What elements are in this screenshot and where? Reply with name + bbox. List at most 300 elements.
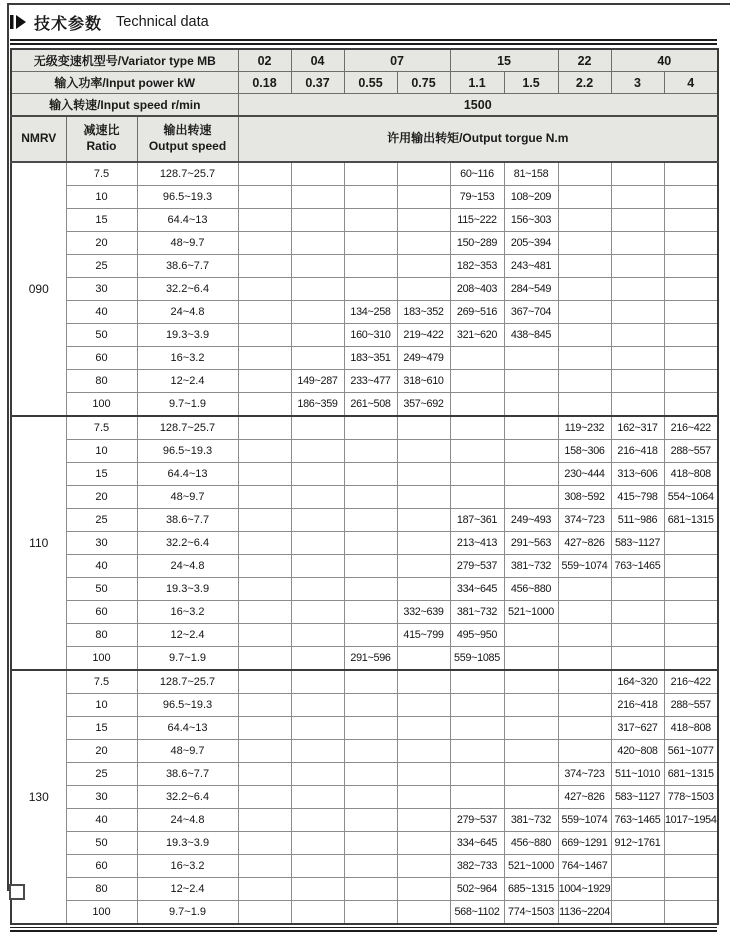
output-speed-value: 64.4~13 bbox=[137, 463, 238, 486]
torque-value bbox=[664, 232, 718, 255]
torque-value bbox=[558, 624, 611, 647]
torque-value: 162~317 bbox=[611, 416, 664, 440]
torque-value bbox=[664, 624, 718, 647]
torque-value bbox=[504, 624, 558, 647]
torque-value bbox=[238, 486, 291, 509]
torque-value: 1004~1929 bbox=[558, 878, 611, 901]
torque-value: 334~645 bbox=[450, 832, 504, 855]
torque-value: 233~477 bbox=[344, 370, 397, 393]
torque-value bbox=[238, 393, 291, 417]
ratio-value: 15 bbox=[66, 717, 137, 740]
torque-value: 183~351 bbox=[344, 347, 397, 370]
page-frame-left-line bbox=[7, 3, 9, 891]
torque-value: 381~732 bbox=[504, 555, 558, 578]
torque-value bbox=[238, 255, 291, 278]
torque-value bbox=[611, 278, 664, 301]
variator-type-value: 02 bbox=[238, 49, 291, 72]
output-speed-value: 64.4~13 bbox=[137, 209, 238, 232]
ratio-value: 20 bbox=[66, 486, 137, 509]
torque-value bbox=[611, 878, 664, 901]
variator-type-value: 07 bbox=[344, 49, 450, 72]
torque-value bbox=[450, 440, 504, 463]
torque-value: 158~306 bbox=[558, 440, 611, 463]
torque-value bbox=[344, 486, 397, 509]
output-speed-value: 128.7~25.7 bbox=[137, 162, 238, 186]
output-speed-value: 12~2.4 bbox=[137, 624, 238, 647]
torque-value bbox=[558, 301, 611, 324]
ratio-value: 50 bbox=[66, 324, 137, 347]
torque-value: 208~403 bbox=[450, 278, 504, 301]
torque-value bbox=[291, 324, 344, 347]
torque-value: 249~479 bbox=[397, 347, 450, 370]
torque-value: 456~880 bbox=[504, 578, 558, 601]
torque-value bbox=[664, 324, 718, 347]
torque-value bbox=[291, 694, 344, 717]
torque-value: 308~592 bbox=[558, 486, 611, 509]
torque-value bbox=[344, 532, 397, 555]
torque-value bbox=[397, 832, 450, 855]
torque-value: 216~422 bbox=[664, 416, 718, 440]
torque-value bbox=[397, 416, 450, 440]
torque-value: 456~880 bbox=[504, 832, 558, 855]
ratio-value: 80 bbox=[66, 624, 137, 647]
torque-value bbox=[238, 186, 291, 209]
torque-value: 763~1465 bbox=[611, 809, 664, 832]
torque-value bbox=[291, 509, 344, 532]
torque-value bbox=[611, 901, 664, 925]
torque-value bbox=[238, 647, 291, 671]
torque-value bbox=[291, 301, 344, 324]
torque-value bbox=[291, 232, 344, 255]
torque-value: 382~733 bbox=[450, 855, 504, 878]
torque-value bbox=[450, 393, 504, 417]
torque-value: 183~352 bbox=[397, 301, 450, 324]
nmrv-model-label: 090 bbox=[11, 162, 66, 416]
output-speed-value: 32.2~6.4 bbox=[137, 532, 238, 555]
torque-value: 521~1000 bbox=[504, 601, 558, 624]
torque-value bbox=[238, 209, 291, 232]
torque-value bbox=[504, 763, 558, 786]
torque-value bbox=[397, 162, 450, 186]
ratio-value: 20 bbox=[66, 232, 137, 255]
torque-value: 243~481 bbox=[504, 255, 558, 278]
page-title-zh: 技术参数 bbox=[34, 15, 103, 33]
input-power-value: 1.5 bbox=[504, 72, 558, 94]
ratio-value: 10 bbox=[66, 186, 137, 209]
torque-value bbox=[611, 624, 664, 647]
torque-value bbox=[397, 486, 450, 509]
torque-value: 279~537 bbox=[450, 809, 504, 832]
output-speed-value: 12~2.4 bbox=[137, 370, 238, 393]
table-row bbox=[11, 601, 718, 624]
torque-value: 150~289 bbox=[450, 232, 504, 255]
input-power-value: 1.1 bbox=[450, 72, 504, 94]
ratio-value: 7.5 bbox=[66, 162, 137, 186]
output-speed-value: 12~2.4 bbox=[137, 878, 238, 901]
output-speed-header-zh: 输出转速 bbox=[163, 123, 212, 138]
table-row bbox=[11, 186, 718, 209]
ratio-value: 30 bbox=[66, 278, 137, 301]
ratio-value: 100 bbox=[66, 647, 137, 671]
torque-value: 313~606 bbox=[611, 463, 664, 486]
torque-value bbox=[664, 855, 718, 878]
table-row bbox=[11, 209, 718, 232]
torque-value: 418~808 bbox=[664, 717, 718, 740]
output-speed-value: 48~9.7 bbox=[137, 740, 238, 763]
torque-value bbox=[397, 809, 450, 832]
torque-value: 438~845 bbox=[504, 324, 558, 347]
table-row bbox=[11, 670, 718, 694]
torque-value bbox=[558, 578, 611, 601]
torque-value bbox=[238, 324, 291, 347]
torque-value bbox=[611, 578, 664, 601]
output-speed-value: 48~9.7 bbox=[137, 486, 238, 509]
torque-value: 115~222 bbox=[450, 209, 504, 232]
torque-value bbox=[238, 809, 291, 832]
ratio-value: 40 bbox=[66, 809, 137, 832]
ratio-value: 50 bbox=[66, 832, 137, 855]
torque-value: 669~1291 bbox=[558, 832, 611, 855]
torque-value bbox=[664, 578, 718, 601]
torque-value bbox=[558, 186, 611, 209]
torque-value bbox=[558, 162, 611, 186]
torque-value: 187~361 bbox=[450, 509, 504, 532]
ratio-value: 15 bbox=[66, 463, 137, 486]
table-row bbox=[11, 901, 718, 925]
torque-value bbox=[344, 878, 397, 901]
torque-value: 213~413 bbox=[450, 532, 504, 555]
torque-value bbox=[291, 670, 344, 694]
torque-value bbox=[397, 440, 450, 463]
torque-value bbox=[397, 578, 450, 601]
input-power-row bbox=[11, 72, 718, 94]
torque-value bbox=[558, 209, 611, 232]
input-power-value: 0.75 bbox=[397, 72, 450, 94]
torque-value bbox=[291, 647, 344, 671]
variator-type-value: 22 bbox=[558, 49, 611, 72]
table-row bbox=[11, 855, 718, 878]
torque-value bbox=[238, 347, 291, 370]
output-speed-value: 9.7~1.9 bbox=[137, 647, 238, 671]
table-row bbox=[11, 694, 718, 717]
output-speed-value: 48~9.7 bbox=[137, 232, 238, 255]
torque-value bbox=[291, 624, 344, 647]
torque-value: 685~1315 bbox=[504, 878, 558, 901]
input-power-value: 2.2 bbox=[558, 72, 611, 94]
torque-value bbox=[238, 370, 291, 393]
torque-value bbox=[397, 278, 450, 301]
ratio-value: 7.5 bbox=[66, 670, 137, 694]
output-speed-value: 16~3.2 bbox=[137, 855, 238, 878]
nmrv-model-label: 130 bbox=[11, 670, 66, 924]
torque-value bbox=[291, 855, 344, 878]
variator-type-value: 04 bbox=[291, 49, 344, 72]
torque-value bbox=[238, 832, 291, 855]
torque-value: 134~258 bbox=[344, 301, 397, 324]
torque-value: 219~422 bbox=[397, 324, 450, 347]
table-row bbox=[11, 578, 718, 601]
column-header-nmrv: NMRV bbox=[11, 116, 66, 162]
torque-value bbox=[238, 740, 291, 763]
torque-value bbox=[238, 601, 291, 624]
torque-value bbox=[397, 555, 450, 578]
torque-value: 332~639 bbox=[397, 601, 450, 624]
torque-value bbox=[558, 370, 611, 393]
input-power-value: 0.18 bbox=[238, 72, 291, 94]
torque-value: 156~303 bbox=[504, 209, 558, 232]
output-speed-value: 32.2~6.4 bbox=[137, 786, 238, 809]
section-marker-icon bbox=[10, 15, 26, 29]
torque-value bbox=[558, 324, 611, 347]
torque-value bbox=[397, 901, 450, 925]
torque-value bbox=[238, 301, 291, 324]
table-row bbox=[11, 763, 718, 786]
torque-value bbox=[450, 694, 504, 717]
table-row bbox=[11, 717, 718, 740]
torque-value bbox=[238, 555, 291, 578]
torque-value bbox=[344, 624, 397, 647]
ratio-value: 50 bbox=[66, 578, 137, 601]
torque-value bbox=[664, 255, 718, 278]
torque-value: 511~986 bbox=[611, 509, 664, 532]
torque-value bbox=[344, 209, 397, 232]
torque-value: 357~692 bbox=[397, 393, 450, 417]
output-speed-value: 19.3~3.9 bbox=[137, 324, 238, 347]
torque-value bbox=[664, 393, 718, 417]
torque-value bbox=[558, 393, 611, 417]
torque-value bbox=[450, 717, 504, 740]
torque-value bbox=[664, 162, 718, 186]
torque-value bbox=[611, 370, 664, 393]
torque-value: 559~1074 bbox=[558, 555, 611, 578]
torque-value: 318~610 bbox=[397, 370, 450, 393]
torque-value bbox=[291, 578, 344, 601]
torque-value bbox=[558, 740, 611, 763]
torque-value bbox=[611, 393, 664, 417]
torque-value bbox=[238, 901, 291, 925]
torque-value bbox=[344, 740, 397, 763]
ratio-value: 25 bbox=[66, 255, 137, 278]
torque-value: 216~418 bbox=[611, 694, 664, 717]
torque-value bbox=[664, 832, 718, 855]
torque-value: 427~826 bbox=[558, 786, 611, 809]
torque-value bbox=[344, 578, 397, 601]
torque-value bbox=[291, 786, 344, 809]
torque-value: 1017~1954 bbox=[664, 809, 718, 832]
input-power-value: 4 bbox=[664, 72, 718, 94]
table-row bbox=[11, 809, 718, 832]
torque-value: 284~549 bbox=[504, 278, 558, 301]
torque-value bbox=[450, 763, 504, 786]
torque-value bbox=[344, 555, 397, 578]
ratio-value: 40 bbox=[66, 555, 137, 578]
torque-value bbox=[558, 255, 611, 278]
torque-value bbox=[344, 786, 397, 809]
torque-value: 912~1761 bbox=[611, 832, 664, 855]
torque-value: 321~620 bbox=[450, 324, 504, 347]
torque-value bbox=[397, 878, 450, 901]
torque-value bbox=[558, 670, 611, 694]
torque-value bbox=[344, 416, 397, 440]
torque-value: 681~1315 bbox=[664, 763, 718, 786]
torque-value bbox=[291, 809, 344, 832]
table-row bbox=[11, 324, 718, 347]
output-speed-value: 128.7~25.7 bbox=[137, 416, 238, 440]
table-row bbox=[11, 878, 718, 901]
output-speed-value: 9.7~1.9 bbox=[137, 393, 238, 417]
output-speed-value: 38.6~7.7 bbox=[137, 763, 238, 786]
torque-value bbox=[397, 209, 450, 232]
torque-value: 561~1077 bbox=[664, 740, 718, 763]
ratio-value: 30 bbox=[66, 532, 137, 555]
torque-value bbox=[238, 878, 291, 901]
torque-value: 502~964 bbox=[450, 878, 504, 901]
torque-value bbox=[558, 717, 611, 740]
torque-value bbox=[291, 555, 344, 578]
variator-type-label: 无级变速机型号/Variator type MB bbox=[11, 49, 238, 72]
torque-value: 583~1127 bbox=[611, 532, 664, 555]
torque-value: 559~1085 bbox=[450, 647, 504, 671]
torque-value bbox=[664, 555, 718, 578]
torque-value bbox=[291, 832, 344, 855]
output-speed-value: 38.6~7.7 bbox=[137, 509, 238, 532]
torque-value bbox=[397, 740, 450, 763]
table-row bbox=[11, 232, 718, 255]
table-row bbox=[11, 832, 718, 855]
torque-value: 568~1102 bbox=[450, 901, 504, 925]
torque-value: 778~1503 bbox=[664, 786, 718, 809]
output-speed-value: 96.5~19.3 bbox=[137, 694, 238, 717]
torque-value bbox=[450, 347, 504, 370]
table-row bbox=[11, 532, 718, 555]
ratio-value: 60 bbox=[66, 347, 137, 370]
torque-value bbox=[450, 670, 504, 694]
ratio-value: 80 bbox=[66, 878, 137, 901]
torque-value: 186~359 bbox=[291, 393, 344, 417]
torque-value bbox=[344, 763, 397, 786]
torque-value bbox=[504, 717, 558, 740]
torque-value bbox=[238, 416, 291, 440]
ratio-value: 7.5 bbox=[66, 416, 137, 440]
input-power-value: 0.55 bbox=[344, 72, 397, 94]
torque-value bbox=[397, 855, 450, 878]
torque-table-body bbox=[11, 162, 718, 924]
torque-value bbox=[558, 232, 611, 255]
ratio-value: 60 bbox=[66, 855, 137, 878]
torque-value bbox=[504, 370, 558, 393]
torque-value: 81~158 bbox=[504, 162, 558, 186]
torque-value bbox=[238, 232, 291, 255]
output-speed-value: 24~4.8 bbox=[137, 301, 238, 324]
ratio-value: 100 bbox=[66, 393, 137, 417]
torque-value bbox=[238, 670, 291, 694]
page-title bbox=[10, 10, 717, 34]
ratio-value: 100 bbox=[66, 901, 137, 925]
torque-value bbox=[291, 463, 344, 486]
torque-value: 164~320 bbox=[611, 670, 664, 694]
torque-value bbox=[664, 209, 718, 232]
torque-value: 521~1000 bbox=[504, 855, 558, 878]
column-header-ratio bbox=[66, 116, 137, 162]
torque-value: 261~508 bbox=[344, 393, 397, 417]
torque-value bbox=[397, 255, 450, 278]
torque-value bbox=[558, 647, 611, 671]
torque-value bbox=[558, 347, 611, 370]
torque-value bbox=[611, 855, 664, 878]
table-row bbox=[11, 740, 718, 763]
torque-value bbox=[291, 601, 344, 624]
torque-value bbox=[397, 186, 450, 209]
torque-value bbox=[238, 855, 291, 878]
torque-value: 415~799 bbox=[397, 624, 450, 647]
torque-value: 160~310 bbox=[344, 324, 397, 347]
ratio-value: 10 bbox=[66, 440, 137, 463]
torque-value bbox=[238, 694, 291, 717]
table-row bbox=[11, 647, 718, 671]
torque-value bbox=[397, 763, 450, 786]
torque-value bbox=[344, 278, 397, 301]
table-row bbox=[11, 440, 718, 463]
torque-value bbox=[611, 647, 664, 671]
input-speed-row bbox=[11, 94, 718, 117]
table-row bbox=[11, 416, 718, 440]
torque-value bbox=[664, 601, 718, 624]
ratio-value: 60 bbox=[66, 601, 137, 624]
torque-value: 1136~2204 bbox=[558, 901, 611, 925]
torque-value bbox=[291, 440, 344, 463]
output-speed-value: 24~4.8 bbox=[137, 809, 238, 832]
torque-value bbox=[238, 278, 291, 301]
ratio-value: 80 bbox=[66, 370, 137, 393]
torque-value: 269~516 bbox=[450, 301, 504, 324]
torque-value: 249~493 bbox=[504, 509, 558, 532]
output-speed-value: 9.7~1.9 bbox=[137, 901, 238, 925]
torque-value bbox=[344, 670, 397, 694]
torque-value bbox=[238, 717, 291, 740]
torque-value bbox=[664, 901, 718, 925]
torque-value: 511~1010 bbox=[611, 763, 664, 786]
torque-value: 216~422 bbox=[664, 670, 718, 694]
torque-value bbox=[344, 440, 397, 463]
torque-value bbox=[238, 162, 291, 186]
torque-value bbox=[344, 162, 397, 186]
torque-value bbox=[504, 463, 558, 486]
torque-value bbox=[344, 901, 397, 925]
output-speed-value: 19.3~3.9 bbox=[137, 832, 238, 855]
torque-value bbox=[450, 786, 504, 809]
torque-value bbox=[344, 601, 397, 624]
table-row bbox=[11, 278, 718, 301]
output-speed-value: 24~4.8 bbox=[137, 555, 238, 578]
torque-value bbox=[611, 324, 664, 347]
output-speed-value: 16~3.2 bbox=[137, 347, 238, 370]
torque-value bbox=[664, 532, 718, 555]
torque-value bbox=[504, 647, 558, 671]
torque-value bbox=[397, 463, 450, 486]
torque-value bbox=[291, 255, 344, 278]
torque-value bbox=[291, 740, 344, 763]
torque-value bbox=[664, 347, 718, 370]
torque-value bbox=[611, 601, 664, 624]
torque-value bbox=[558, 694, 611, 717]
ratio-header-en: Ratio bbox=[86, 139, 117, 153]
torque-value bbox=[291, 278, 344, 301]
torque-value bbox=[238, 624, 291, 647]
torque-value bbox=[291, 162, 344, 186]
technical-data-table bbox=[10, 48, 719, 925]
table-row bbox=[11, 255, 718, 278]
torque-value bbox=[450, 740, 504, 763]
